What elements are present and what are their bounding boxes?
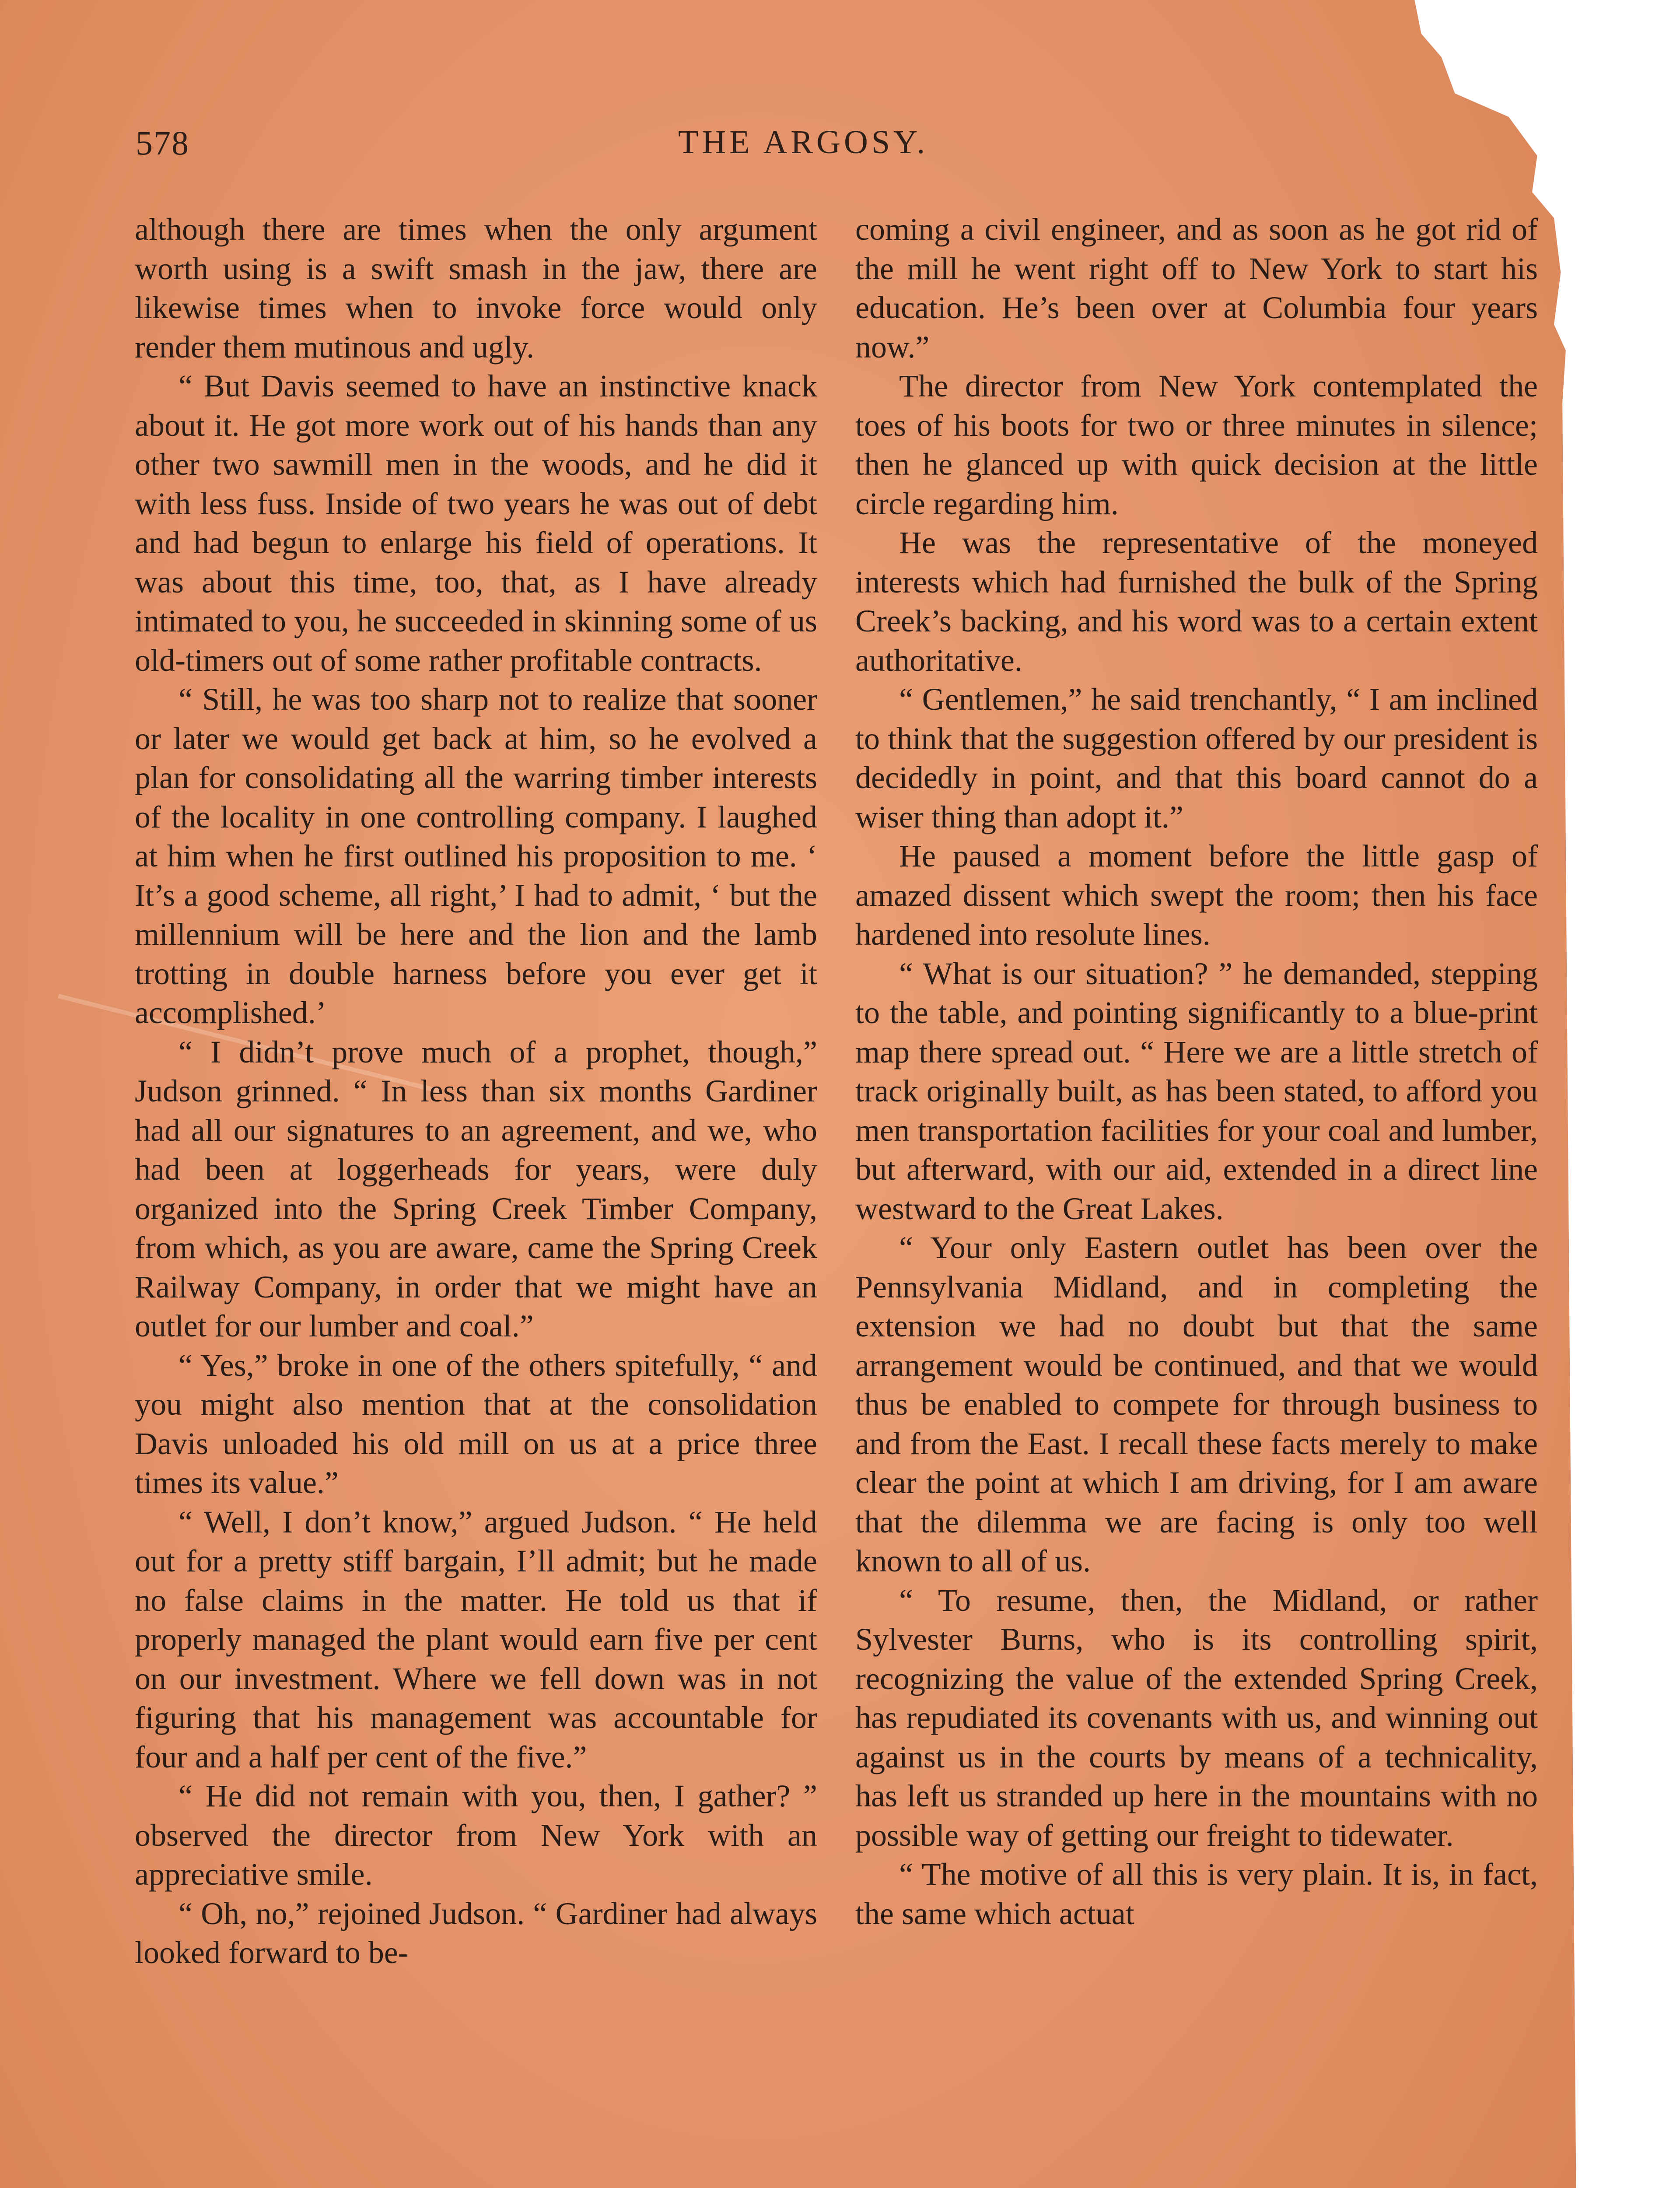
paragraph: He was the representative of the moneyed interests which had furnished the bulk of the Spring Creek’s backing, and his word was to a certain extent authoritative. xyxy=(855,525,1538,678)
paragraph: “ He did not remain with you, then, I gather? ” observed the director from New York with an appreciative smile. xyxy=(135,1778,817,1892)
paragraph: “ Yes,” broke in one of the others spitefully, “ and you might also mention that at the consolidation Davis unloaded his old mill on us at a price three times its value.” xyxy=(135,1347,817,1500)
left-column xyxy=(135,210,817,1973)
paragraph: “ The motive of all this is very plain. It is, in fact, the same which actuat xyxy=(855,1857,1538,1931)
page-number: 578 xyxy=(136,124,189,162)
paragraph: “ But Davis seemed to have an instinctive knack about it. He got more work out of his hands than any other two sawmill men in the woods, and he did it with less fuss. Inside of two years he was out of debt and had begun to enlarge his field of operations. It was about this time, too, that, as I have already intimated to you, he succeeded in skinning some of us old-timers out of some rather profitable contracts. xyxy=(135,368,817,678)
running-head: THE ARGOSY. xyxy=(678,124,929,161)
paragraph: “ I didn’t prove much of a prophet, though,” Judson grinned. “ In less than six months Gardiner had all our signatures to an agreement, and we, who had been at loggerheads for years, were duly organized into the Spring Creek Timber Company, from which, as you are aware, came the Spring Creek Railway Company, in order that we might have an outlet for our lumber and coal.” xyxy=(135,1034,817,1343)
right-column xyxy=(855,210,1538,1933)
paragraph: “ Your only Eastern outlet has been over the Pennsylvania Midland, and in completing the extension we had no doubt but that the same arrangement would be continued, and that we would thus be enabled to compete for through business to and from the East. I recall these facts merely to make clear the point at which I am driving, for I am aware that the dilemma we are facing is only too well known to all of us. xyxy=(855,1230,1538,1578)
paragraph: “ Oh, no,” rejoined Judson. “ Gardiner had always looked forward to be- xyxy=(135,1896,817,1970)
page-header xyxy=(136,123,1536,185)
paragraph: “ To resume, then, the Midland, or rather Sylvester Burns, who is its controlling spirit, recognizing the value of the extended Spring Creek, has repudiated its covenants with us, and winning out against us in the courts by means of a technicality, has left us stranded up here in the mountains with no possible way of getting our freight to tidewater. xyxy=(855,1582,1538,1853)
paragraph: He paused a moment before the little gasp of amazed dissent which swept the room; then his face hardened into resolute lines. xyxy=(855,838,1538,952)
paragraph: “ Still, he was too sharp not to realize that sooner or later we would get back at him, so he evolved a plan for consolidating all the warring timber interests of the locality in one controlling company. I laughed at him when he first outlined his proposition to me. ‘ It’s a good scheme, all right,’ I had to admit, ‘ but the millennium will be here and the lion and the lamb trotting in double harness before you ever get it accomplished.’ xyxy=(135,682,817,1030)
paragraph: The director from New York contemplated the toes of his boots for two or three minutes in silence; then he glanced up with quick decision at the little circle regarding him. xyxy=(855,368,1538,521)
paragraph: “ Well, I don’t know,” argued Judson. “ He held out for a pretty stiff bargain, I’ll admit; but he made no false claims in the matter. He told us that if properly managed the plant would earn five per cent on our investment. Where we fell down was in not figuring that his management was accountable for four and a half per cent of the five.” xyxy=(135,1504,817,1774)
paragraph: coming a civil engineer, and as soon as he got rid of the mill he went right off to New York to start his education. He’s been over at Columbia four years now.” xyxy=(855,212,1538,365)
paragraph: although there are times when the only argument worth using is a swift smash in the jaw, there are likewise times when to invoke force would only render them mutinous and ugly. xyxy=(135,212,817,365)
paragraph: “ Gentlemen,” he said trenchantly, “ I am inclined to think that the suggestion offered by our president is decidedly in point, and that this board cannot do a wiser thing than adopt it.” xyxy=(855,682,1538,835)
paragraph: “ What is our situation? ” he demanded, stepping to the table, and pointing significantly to a blue-print map there spread out. “ Here we are a little stretch of track originally built, as has been stated, to afford you men transportation facilities for your coal and lumber, but afterward, with our aid, extended in a direct line westward to the Great Lakes. xyxy=(855,956,1538,1226)
